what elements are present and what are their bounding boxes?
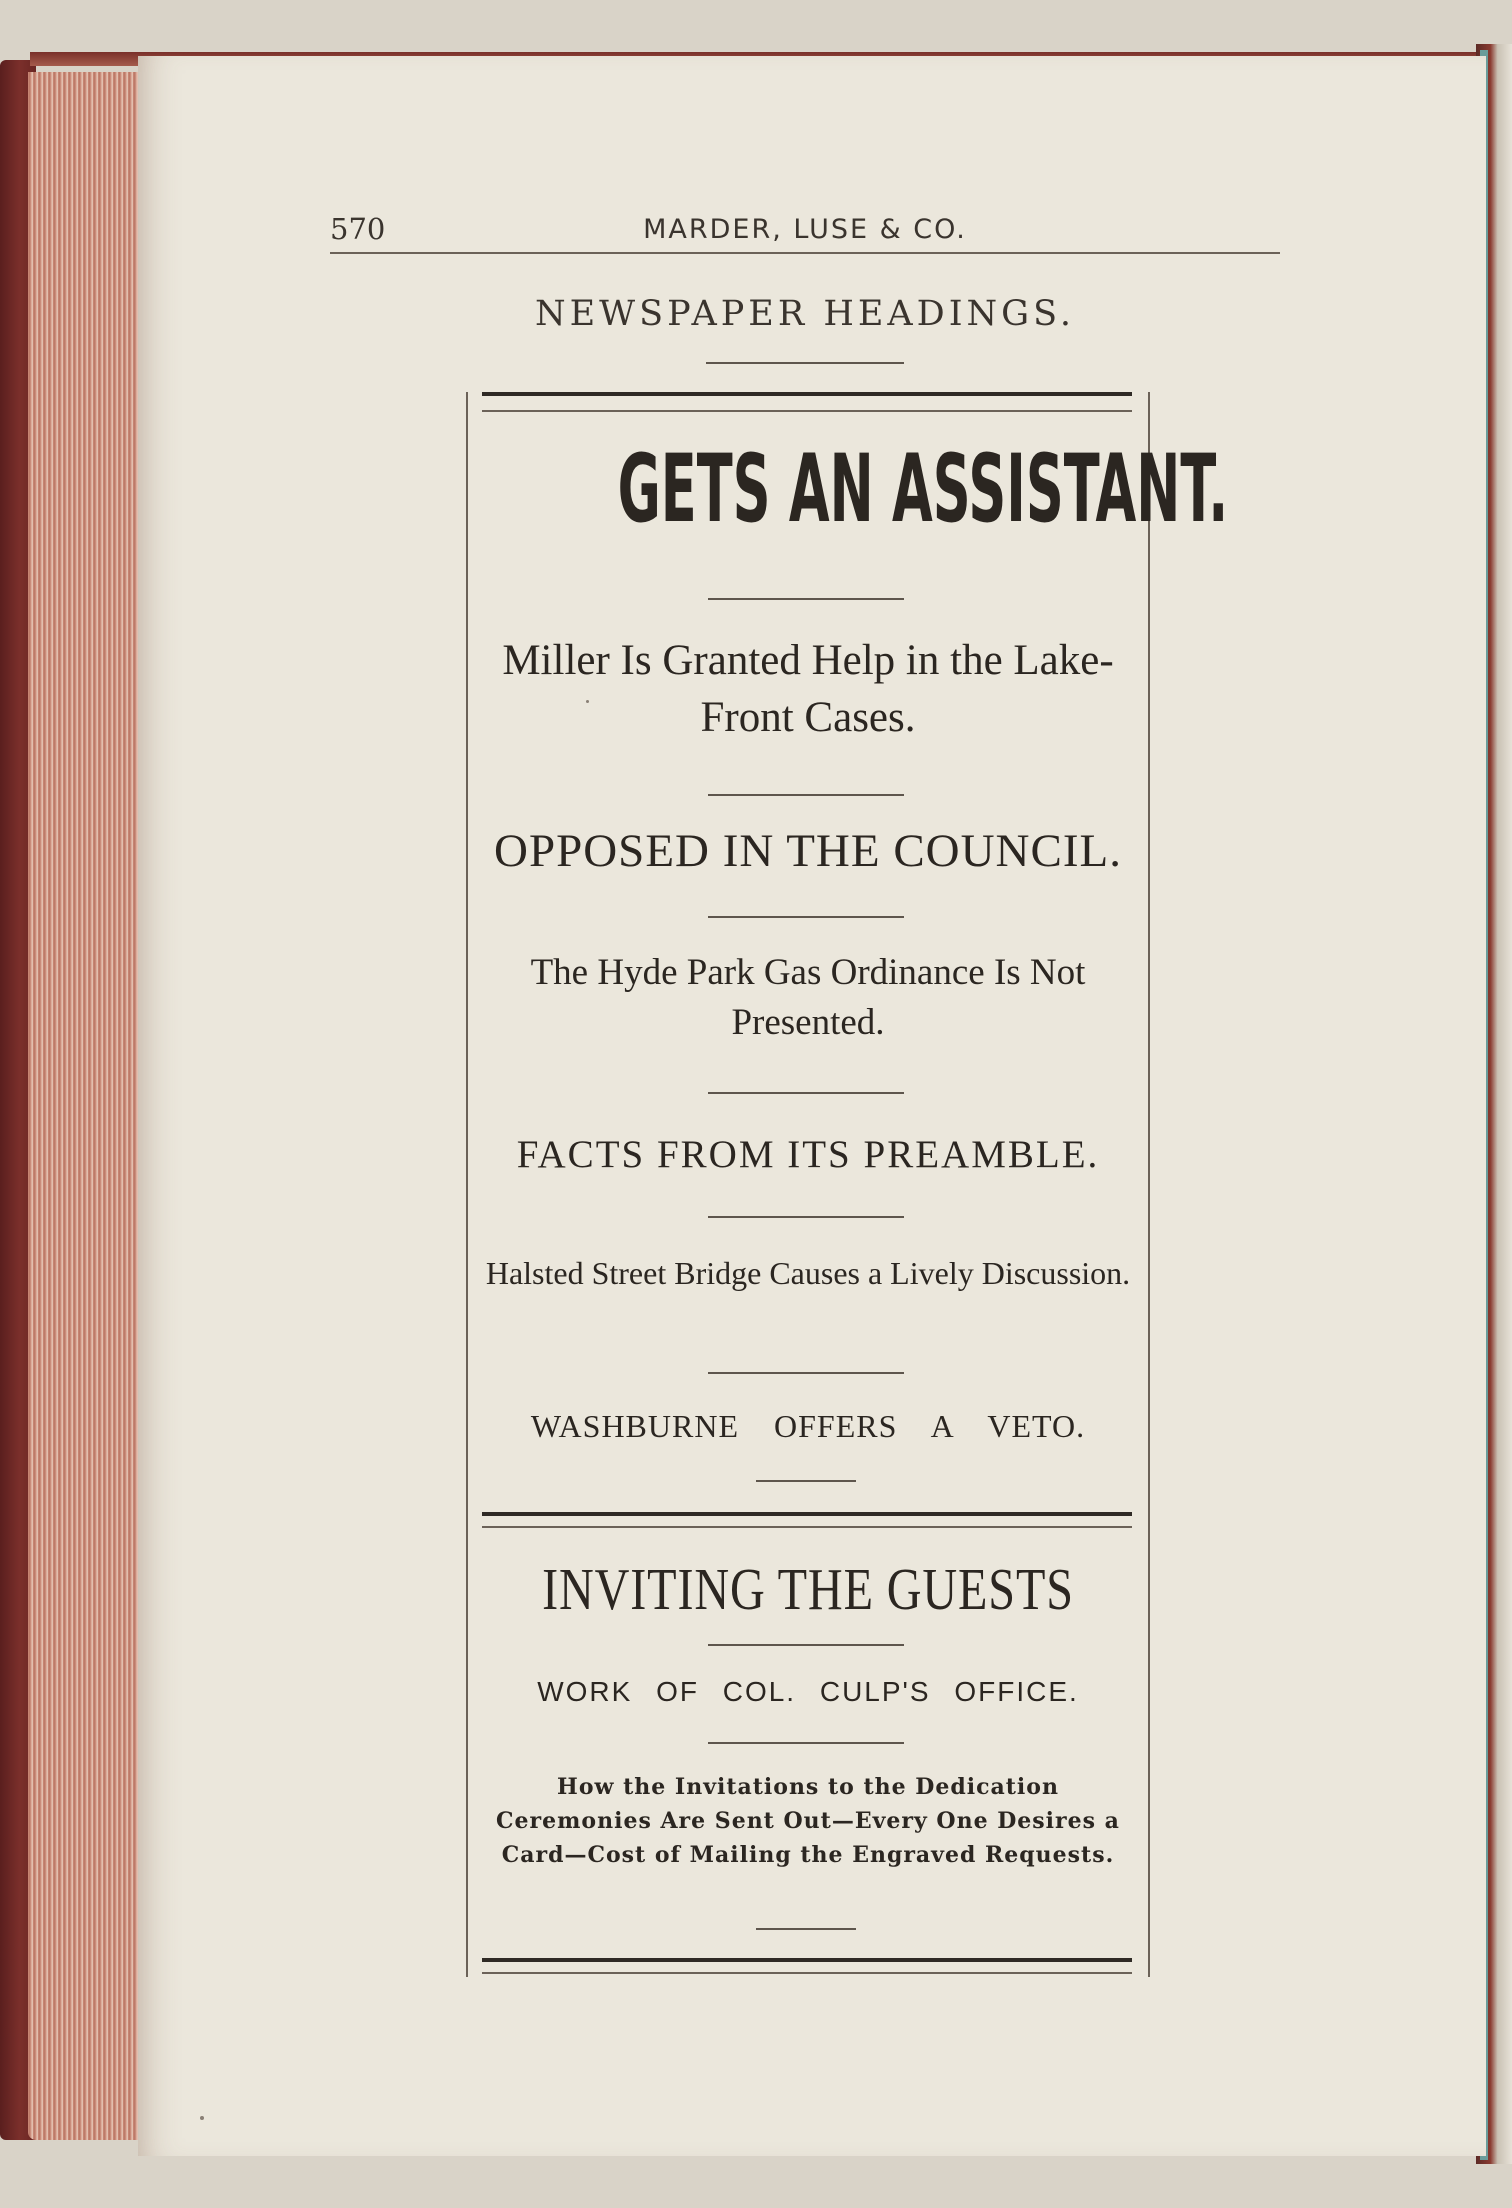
page-number: 570	[330, 212, 386, 246]
specimen-box	[466, 392, 1229, 1977]
section-title: NEWSPAPER HEADINGS.	[535, 294, 1075, 334]
subhead-hyde-park: The Hyde Park Gas Ordinance Is Not Presented.	[530, 952, 1086, 1043]
divider-2	[708, 794, 904, 796]
divider-3	[708, 916, 904, 918]
divider-9	[708, 1742, 904, 1744]
subhead-work-of-office: WORK OF COL. CULP'S OFFICE.	[537, 1676, 1079, 1707]
divider-5	[708, 1216, 904, 1218]
subhead-washburne-veto: WASHBURNE OFFERS A VETO.	[530, 1408, 1086, 1444]
running-head	[330, 212, 1280, 254]
subhead-miller: Miller Is Granted Help in the Lake-Front Cases.	[502, 637, 1114, 741]
section-divider	[706, 362, 904, 364]
middle-thick-rule	[482, 1512, 1132, 1516]
publisher-name: MARDER, LUSE & CO.	[643, 214, 967, 245]
subhead-halsted-street: Halsted Street Bridge Causes a Lively Discussion.	[485, 1255, 1131, 1291]
divider-7	[756, 1480, 856, 1482]
divider-6	[708, 1372, 904, 1374]
divider-4	[708, 1092, 904, 1094]
bottom-thin-rule	[482, 1972, 1132, 1974]
top-thick-rule	[482, 392, 1132, 396]
paper-speck	[200, 2116, 204, 2120]
bottom-thick-rule	[482, 1958, 1132, 1962]
divider-1	[708, 598, 904, 600]
middle-thin-rule	[482, 1526, 1132, 1528]
subhead-how-invitations: How the Invitations to the Dedication Ceremonies Are Sent Out—Every One Desires a Card—Cost of Mailing the Engraved Requests.	[496, 1774, 1120, 1868]
headline-inviting-the-guests: INVITING THE GUESTS	[542, 1557, 1074, 1623]
page-stack-edge	[28, 72, 140, 2140]
top-thin-rule	[482, 410, 1132, 412]
subhead-opposed-in-council: OPPOSED IN THE COUNCIL.	[494, 825, 1122, 877]
headline-gets-an-assistant: GETS AN ASSISTANT.	[617, 435, 1229, 544]
paper-speck	[586, 700, 589, 703]
divider-8	[708, 1644, 904, 1646]
subhead-facts-from-preamble: FACTS FROM ITS PREAMBLE.	[516, 1133, 1100, 1176]
divider-10	[756, 1928, 856, 1930]
